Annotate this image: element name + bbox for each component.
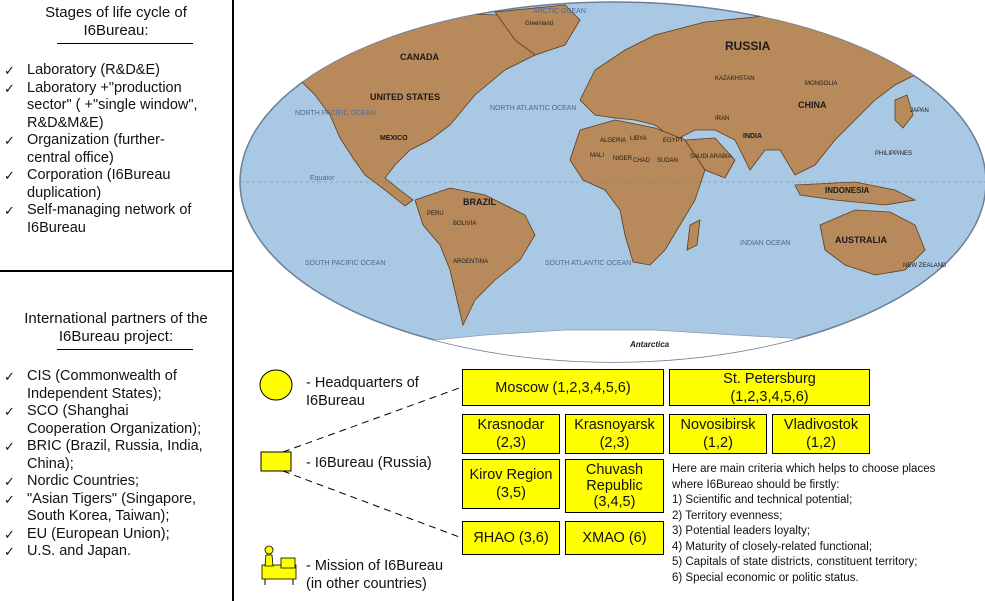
city-kirov-line1: Kirov Region bbox=[469, 467, 553, 483]
check-icon: ✓ bbox=[4, 369, 15, 384]
criteria-item: 2) Territory evenness; bbox=[672, 509, 783, 522]
city-hmao-label: ХМАО (6) bbox=[582, 530, 647, 546]
map-label-indonesia: INDONESIA bbox=[825, 186, 870, 195]
map-label-philippines: PHILIPPINES bbox=[875, 151, 913, 157]
city-box-moscow bbox=[462, 369, 664, 406]
map-label-russia: RUSSIA bbox=[725, 39, 771, 53]
check-icon: ✓ bbox=[4, 63, 15, 78]
criteria-items bbox=[672, 493, 984, 586]
partner-item-line: Nordic Countries; bbox=[27, 473, 140, 489]
city-box-krasnodar bbox=[462, 414, 560, 454]
criteria-item: 4) Maturity of closely-related functional; bbox=[672, 540, 873, 553]
city-stpetersburg-line1: St. Petersburg bbox=[723, 370, 816, 387]
map-label-north-pacific: NORTH PACIFIC OCEAN bbox=[295, 110, 376, 117]
city-kirov-line2: (3,5) bbox=[496, 485, 526, 501]
map-label-argentina: ARGENTINA bbox=[453, 259, 489, 265]
lifecycle-heading-line2: I6Bureau: bbox=[83, 22, 149, 39]
city-chuvash-line1: Chuvash bbox=[585, 462, 644, 478]
partner-item-line: U.S. and Japan. bbox=[27, 543, 131, 559]
lifecycle-item-line: I6Bureau bbox=[27, 219, 86, 236]
map-label-equator: Equator bbox=[310, 175, 335, 182]
map-label-australia: AUSTRALIA bbox=[835, 235, 887, 245]
map-label-libya: LIBYA bbox=[630, 136, 647, 142]
map-label-mexico: MEXICO bbox=[380, 135, 408, 142]
city-chuvash-line2: Republic bbox=[586, 478, 643, 494]
check-icon: ✓ bbox=[4, 133, 15, 148]
legend-headquarters-line1: - Headquarters of bbox=[306, 375, 419, 391]
city-vladivostok-line1: Vladivostok bbox=[783, 417, 859, 433]
lifecycle-item-line: Laboratory +"production bbox=[27, 79, 182, 96]
city-krasnoyarsk-line1: Krasnoyarsk bbox=[574, 417, 655, 433]
partner-item-line: Cooperation Organization); bbox=[27, 420, 202, 437]
check-icon: ✓ bbox=[4, 404, 15, 419]
city-yanao-label: ЯНАО (3,6) bbox=[473, 530, 549, 546]
criteria-item: 6) Special economic or politic status. bbox=[672, 571, 859, 584]
map-label-south-pacific: SOUTH PACIFIC OCEAN bbox=[305, 260, 386, 267]
city-box-vladivostok bbox=[772, 414, 870, 454]
criteria-intro-line1: Here are main criteria which helps to choose places bbox=[672, 463, 936, 475]
map-label-china: CHINA bbox=[798, 100, 827, 110]
map-label-bolivia: BOLIVIA bbox=[453, 221, 477, 227]
map-label-kazakhstan: KAZAKHSTAN bbox=[715, 76, 755, 82]
partner-item-line: CIS (Commonwealth of bbox=[27, 368, 177, 384]
map-label-mali: MALI bbox=[590, 153, 605, 159]
map-label-chad: CHAD bbox=[633, 158, 651, 164]
map-label-saudi-arabia: SAUDI ARABIA bbox=[690, 154, 732, 160]
city-vladivostok-line2: (1,2) bbox=[806, 435, 836, 451]
map-label-niger: NIGER bbox=[613, 156, 633, 162]
map-label-north-atlantic: NORTH ATLANTIC OCEAN bbox=[490, 105, 577, 112]
map-label-iran: IRAN bbox=[715, 116, 730, 122]
map-label-indian-ocean: INDIAN OCEAN bbox=[740, 240, 791, 247]
map-label-united-states: UNITED STATES bbox=[370, 92, 441, 102]
map-label-mongolia: MONGOLIA bbox=[805, 81, 838, 87]
partner-item-line: "Asian Tigers" (Singapore, bbox=[27, 490, 197, 507]
criteria-item: 5) Capitals of state districts, constituent territory; bbox=[672, 556, 918, 568]
city-box-yanao bbox=[462, 521, 560, 555]
map-label-sudan: SUDAN bbox=[657, 158, 679, 164]
lifecycle-item-line: Self-managing network of bbox=[27, 202, 192, 218]
check-icon: ✓ bbox=[4, 491, 15, 507]
map-label-japan: JAPAN bbox=[910, 108, 929, 114]
lifecycle-heading-line1: Stages of life cycle of bbox=[45, 4, 187, 21]
criteria-intro-line2: where I6Bureao should be firstly: bbox=[672, 478, 840, 491]
partner-item-line: South Korea, Taiwan); bbox=[27, 508, 170, 524]
legend-mission-line2: (in other countries) bbox=[306, 576, 427, 592]
criteria-text bbox=[672, 462, 984, 586]
map-label-antarctica: Antarctica bbox=[630, 340, 670, 349]
mission-symbol bbox=[262, 546, 296, 585]
check-icon: ✓ bbox=[4, 80, 15, 96]
partner-item-line: China); bbox=[27, 455, 74, 472]
map-label-egypt: EGYPT bbox=[663, 138, 684, 144]
connector-to-yanao bbox=[283, 471, 462, 538]
lifecycle-item-line: Organization (further- bbox=[27, 132, 165, 148]
criteria-item: 1) Scientific and technical potential; bbox=[672, 494, 853, 506]
city-krasnodar-line1: Krasnodar bbox=[477, 417, 545, 433]
lifecycle-item-line: R&D&M&E) bbox=[27, 114, 104, 131]
city-krasnoyarsk-line2: (2,3) bbox=[599, 435, 630, 451]
legend-headquarters-line2: I6Bureau bbox=[306, 393, 365, 409]
lifecycle-item-line: central office) bbox=[27, 149, 114, 166]
city-box-novosibirsk bbox=[669, 414, 767, 454]
legend-mission-line1: - Mission of I6Bureau bbox=[306, 558, 444, 574]
check-icon: ✓ bbox=[4, 474, 15, 489]
city-box-chuvash bbox=[565, 459, 664, 513]
criteria-item: 3) Potential leaders loyalty; bbox=[672, 525, 811, 537]
check-icon: ✓ bbox=[4, 544, 15, 559]
city-box-hmao bbox=[565, 521, 664, 555]
map-label-algeria: ALGERIA bbox=[600, 138, 627, 144]
map-label-canada: CANADA bbox=[400, 52, 439, 62]
map-label-greenland: Greenland bbox=[525, 21, 554, 27]
partner-item-line: Independent States); bbox=[27, 385, 162, 402]
map-label-peru: PERU bbox=[427, 211, 444, 217]
lifecycle-item-line: sector" ( +"single window", bbox=[27, 97, 198, 113]
map-label-arctic-ocean: ARCTIC OCEAN bbox=[533, 8, 586, 15]
city-krasnodar-line2: (2,3) bbox=[496, 435, 526, 451]
map-label-new-zealand: NEW ZEALAND bbox=[903, 263, 947, 269]
city-novosibirsk-line1: Novosibirsk bbox=[680, 417, 756, 433]
city-novosibirsk-line2: (1,2) bbox=[703, 435, 733, 451]
city-moscow-label: Moscow (1,2,3,4,5,6) bbox=[495, 379, 631, 396]
city-chuvash-line3: (3,4,5) bbox=[593, 494, 636, 510]
map-label-india: INDIA bbox=[743, 133, 763, 140]
city-stpetersburg-line2: (1,2,3,4,5,6) bbox=[730, 388, 809, 405]
legend-mission bbox=[306, 557, 443, 593]
partner-item-line: BRIC (Brazil, Russia, India, bbox=[27, 438, 203, 454]
city-box-krasnoyarsk bbox=[565, 414, 664, 454]
lifecycle-item-line: Laboratory (R&D&E) bbox=[27, 62, 160, 78]
map-label-south-atlantic: SOUTH ATLANTIC OCEAN bbox=[545, 260, 632, 267]
partners-heading-line1: International partners of the bbox=[24, 310, 208, 327]
russia-office-symbol bbox=[261, 452, 291, 471]
partner-item-line: EU (European Union); bbox=[27, 525, 170, 542]
partners-heading-line2: I6Bureau project: bbox=[58, 328, 174, 345]
check-icon: ✓ bbox=[4, 203, 15, 218]
partner-item-line: SCO (Shanghai bbox=[27, 403, 129, 419]
headquarters-symbol bbox=[260, 370, 292, 400]
lifecycle-item-line: duplication) bbox=[27, 184, 102, 201]
legend-russia: - I6Bureau (Russia) bbox=[306, 455, 432, 471]
legend-headquarters bbox=[306, 374, 419, 410]
check-icon: ✓ bbox=[4, 439, 15, 454]
check-icon: ✓ bbox=[4, 526, 15, 542]
city-box-kirov bbox=[462, 459, 560, 509]
check-icon: ✓ bbox=[4, 168, 15, 183]
city-box-stpetersburg bbox=[669, 369, 870, 406]
lifecycle-item-line: Corporation (I6Bureau bbox=[27, 167, 171, 183]
map-label-brazil: BRAZIL bbox=[463, 197, 496, 207]
